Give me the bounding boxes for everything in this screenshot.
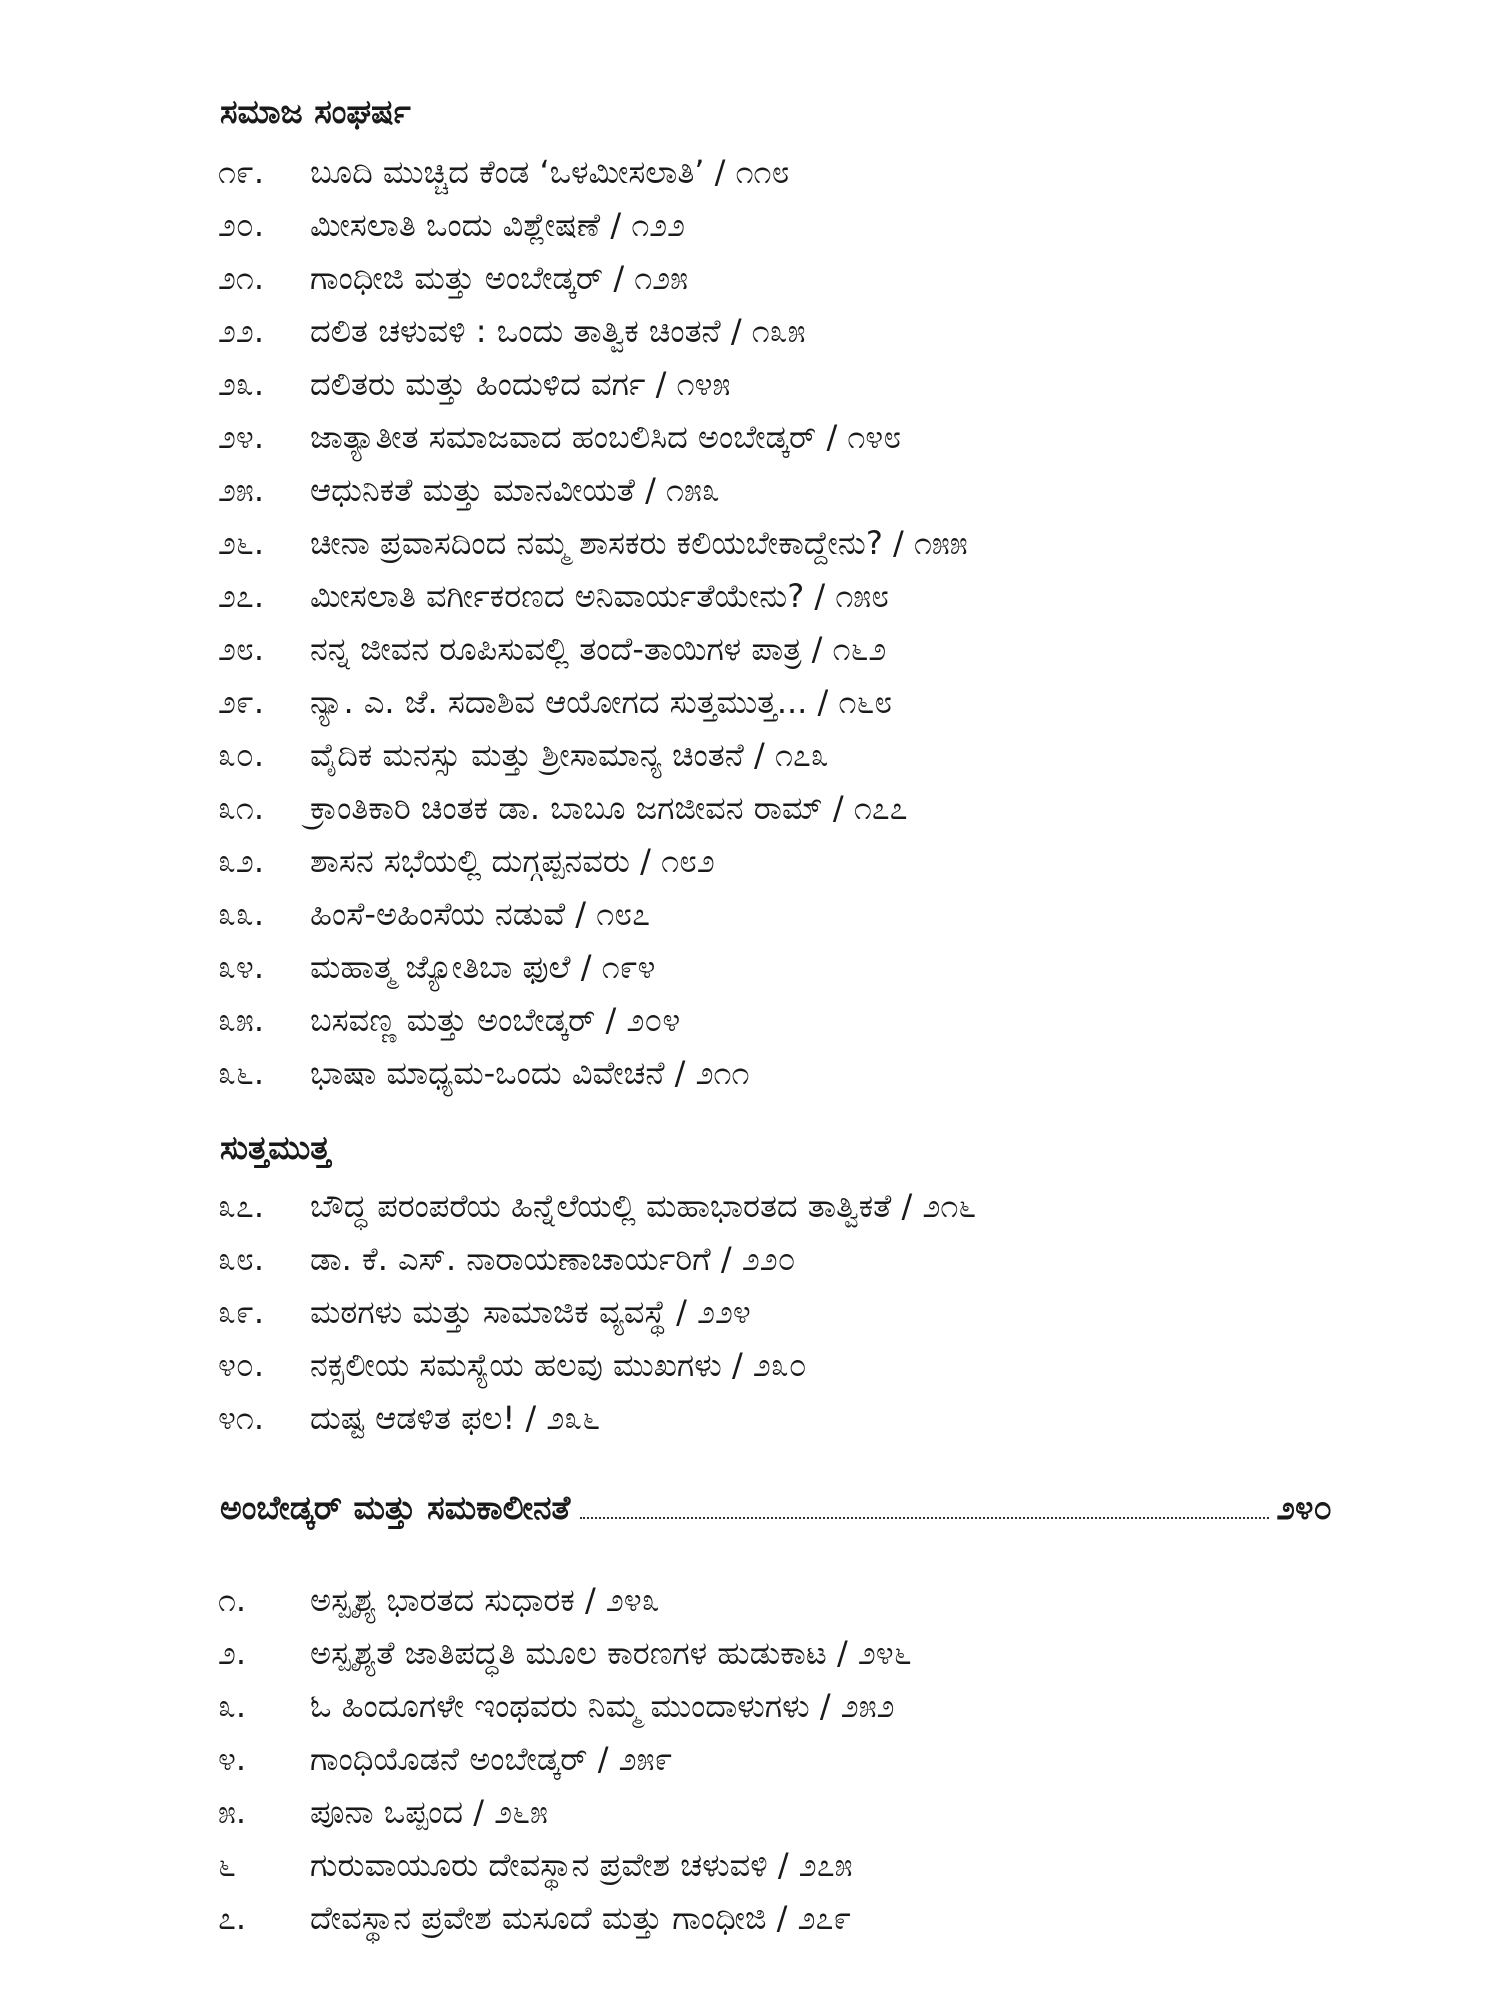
toc-entry	[218, 1292, 751, 1332]
entry-number: ೩.	[218, 1687, 247, 1725]
entry-number: ೬	[218, 1846, 236, 1884]
entry-separator: /	[515, 1399, 547, 1437]
entry-separator: /	[826, 1634, 858, 1672]
entry-title: ಕ್ರಾಂತಿಕಾರಿ ಚಿಂತಕ ಡಾ. ಬಾಬೂ ಜಗಜೀವನ ರಾಮ್	[310, 789, 823, 827]
toc-entry	[218, 205, 685, 245]
entry-separator: /	[574, 1581, 606, 1619]
entry-title: ಮಠಗಳು ಮತ್ತು ಸಾಮಾಜಿಕ ವ್ಯವಸ್ಥೆ	[310, 1293, 666, 1331]
toc-entry	[218, 470, 720, 510]
toc-entry	[218, 1633, 912, 1673]
entry-title: ಮೀಸಲಾತಿ ಒಂದು ವಿಶ್ಲೇಷಣೆ	[310, 206, 601, 244]
entry-page-number: ೨೧೬	[922, 1187, 977, 1225]
entry-separator: /	[645, 365, 677, 403]
entry-title: ಬೌದ್ಧ ಪರಂಪರೆಯ ಹಿನ್ನೆಲೆಯಲ್ಲಿ ಮಹಾಭಾರತದ ತಾತ್ವಿಕತೆ	[310, 1187, 892, 1225]
entry-separator: /	[801, 630, 833, 668]
entry-separator: /	[664, 1054, 696, 1092]
entry-title: ಓ ಹಿಂದೂಗಳೇ ಇಂಥವರು ನಿಮ್ಮ ಮುಂದಾಳುಗಳು	[310, 1687, 810, 1725]
entry-title: ಬೂದಿ ಮುಚ್ಚಿದ ಕೆಂಡ ‘ಒಳಮೀಸಲಾತಿ’	[310, 153, 705, 191]
entry-number: ೨೨.	[218, 312, 265, 350]
entry-separator: /	[600, 206, 632, 244]
entry-title: ದುಷ್ಟ ಆಡಳಿತ ಫಲ!	[310, 1399, 516, 1437]
entry-separator: /	[704, 153, 736, 191]
entry-separator: /	[720, 312, 752, 350]
section-heading-samaja-sangharsha: ಸಮಾಜ ಸಂಘರ್ಷ	[220, 92, 411, 131]
entry-separator: /	[882, 524, 914, 562]
toc-entry	[218, 1739, 672, 1779]
entry-separator: /	[603, 259, 635, 297]
entry-title: ಬಸವಣ್ಣ ಮತ್ತು ಅಂಬೇಡ್ಕರ್	[310, 1001, 596, 1039]
entry-separator: /	[767, 1846, 799, 1884]
entry-title: ನ್ಯಾ. ಎ. ಜೆ. ಸದಾಶಿವ ಆಯೋಗದ ಸುತ್ತಮುತ್ತ...	[310, 683, 808, 721]
toc-entry	[218, 894, 650, 934]
entry-page-number: ೨೫೯	[618, 1740, 673, 1778]
entry-number: ೨.	[218, 1634, 247, 1672]
entry-page-number: ೧೭೭	[853, 789, 908, 827]
entry-number: ೨೧.	[218, 259, 265, 297]
entry-separator: /	[463, 1793, 495, 1831]
entry-separator: /	[809, 1687, 841, 1725]
entry-number: ೩೯.	[218, 1293, 265, 1331]
entry-page-number: ೧೪೫	[676, 365, 731, 403]
entry-number: ೪೦.	[218, 1346, 265, 1384]
toc-entry	[218, 523, 968, 563]
entry-number: ೩೧.	[218, 789, 265, 827]
toc-entry	[218, 788, 908, 828]
entry-separator: /	[822, 789, 854, 827]
entry-number: ೩೫.	[218, 1001, 265, 1039]
toc-entry	[218, 258, 688, 298]
entry-page-number: ೨೩೦	[752, 1346, 807, 1384]
entry-number: ೩೮.	[218, 1240, 265, 1278]
toc-entry	[218, 1186, 976, 1226]
toc-entry	[218, 1345, 807, 1385]
toc-entry	[218, 1792, 548, 1832]
entry-number: ೨೮.	[218, 630, 265, 668]
entry-page-number: ೧೮೭	[596, 895, 650, 933]
entry-page-number: ೧೨೨	[631, 206, 686, 244]
entry-page-number: ೨೨೪	[697, 1293, 751, 1331]
toc-entry	[218, 629, 886, 669]
entry-title: ಭಾಷಾ ಮಾಧ್ಯಮ-ಒಂದು ವಿವೇಚನೆ	[310, 1054, 665, 1092]
part-page-number: ೨೪೦	[1276, 1488, 1332, 1527]
entry-number: ೨೬.	[218, 524, 265, 562]
entry-number: ೩೦.	[218, 736, 265, 774]
toc-entry	[218, 417, 901, 457]
entry-separator: /	[629, 842, 662, 880]
entry-title: ನಕ್ಸಲೀಯ ಸಮಸ್ಯೆಯ ಹಲವು ಮುಖಗಳು	[310, 1346, 722, 1384]
entry-title: ಚೀನಾ ಪ್ರವಾಸದಿಂದ ನಮ್ಮ ಶಾಸಕರು ಕಲಿಯಬೇಕಾದ್ದೇನು?	[310, 524, 883, 562]
entry-number: ೫.	[218, 1793, 247, 1831]
toc-entry	[218, 1239, 796, 1279]
entry-separator: /	[721, 1346, 753, 1384]
section-heading-suttamutta: ಸುತ್ತಮುತ್ತ	[220, 1128, 331, 1167]
entry-number: ೩೭.	[218, 1187, 265, 1225]
part-heading	[220, 1488, 1332, 1534]
entry-title: ದಲಿತರು ಮತ್ತು ಹಿಂದುಳಿದ ವರ್ಗ	[310, 365, 646, 403]
entry-number: ೪.	[218, 1740, 247, 1778]
toc-entry	[218, 1898, 851, 1938]
entry-title: ಮಹಾತ್ಮ ಜ್ಯೋತಿಬಾ ಫುಲೆ	[310, 948, 571, 986]
entry-number: ೨೪.	[218, 418, 265, 456]
toc-entry	[218, 1398, 600, 1438]
toc-entry	[218, 1686, 895, 1726]
entry-page-number: ೧೮೨	[661, 842, 715, 880]
entry-number: ೨೭.	[218, 577, 265, 615]
entry-page-number: ೨೭೯	[797, 1899, 852, 1937]
entry-page-number: ೧೫೫	[913, 524, 968, 562]
entry-separator: /	[570, 948, 602, 986]
entry-number: ೪೧.	[218, 1399, 265, 1437]
entry-number: ೨೯.	[218, 683, 265, 721]
entry-page-number: ೨೩೬	[546, 1399, 601, 1437]
entry-page-number: ೧೭೩	[774, 736, 829, 774]
entry-separator: /	[565, 895, 597, 933]
entry-title: ಜಾತ್ಯಾತೀತ ಸಮಾಜವಾದ ಹಂಬಲಿಸಿದ ಅಂಬೇಡ್ಕರ್	[310, 418, 817, 456]
entry-title: ದೇವಸ್ಥಾನ ಪ್ರವೇಶ ಮಸೂದೆ ಮತ್ತು ಗಾಂಧೀಜಿ	[310, 1899, 767, 1937]
entry-title: ಆಧುನಿಕತೆ ಮತ್ತು ಮಾನವೀಯತೆ	[310, 471, 635, 509]
entry-title: ಗಾಂಧೀಜಿ ಮತ್ತು ಅಂಬೇಡ್ಕರ್	[310, 259, 604, 297]
entry-number: ೩೬.	[218, 1054, 265, 1092]
entry-page-number: ೨೨೦	[741, 1240, 796, 1278]
toc-entry	[218, 841, 715, 881]
toc-entry	[218, 311, 806, 351]
entry-page-number: ೨೭೫	[798, 1846, 853, 1884]
entry-page-number: ೧೬೨	[832, 630, 887, 668]
entry-page-number: ೧೯೪	[601, 948, 656, 986]
entry-page-number: ೨೫೨	[840, 1687, 895, 1725]
entry-title: ಅಸ್ಪೃಶ್ಯ ಭಾರತದ ಸುಧಾರಕ	[310, 1581, 575, 1619]
entry-page-number: ೧೫೮	[835, 577, 890, 615]
entry-title: ಶಾಸನ ಸಭೆಯಲ್ಲಿ ದುಗ್ಗಪ್ಪನವರು	[310, 842, 630, 880]
toc-entry	[218, 1000, 680, 1040]
entry-page-number: ೨೪೬	[857, 1634, 912, 1672]
entry-page-number: ೧೨೫	[634, 259, 689, 297]
entry-title: ಗಾಂಧಿಯೊಡನೆ ಅಂಬೇಡ್ಕರ್	[310, 1740, 588, 1778]
entry-title: ಡಾ. ಕೆ. ಎಸ್. ನಾರಾಯಣಾಚಾರ್ಯರಿಗೆ	[310, 1240, 711, 1278]
entry-number: ೭.	[218, 1899, 247, 1937]
entry-title: ವೈದಿಕ ಮನಸ್ಸು ಮತ್ತು ಶ್ರೀಸಾಮಾನ್ಯ ಚಿಂತನೆ	[310, 736, 744, 774]
toc-entry	[218, 364, 730, 404]
entry-separator: /	[743, 736, 775, 774]
entry-separator: /	[595, 1001, 627, 1039]
entry-number: ೩೩.	[218, 895, 265, 933]
entry-page-number: ೧೬೮	[838, 683, 893, 721]
entry-separator: /	[634, 471, 667, 509]
entry-page-number: ೨೦೪	[626, 1001, 681, 1039]
toc-entry	[218, 1580, 660, 1620]
part-title: ಅಂಬೇಡ್ಕರ್ ಮತ್ತು ಸಮಕಾಲೀನತೆ	[220, 1488, 571, 1527]
entry-title: ಹಿಂಸೆ-ಅಹಿಂಸೆಯ ನಡುವೆ	[310, 895, 566, 933]
entry-number: ೨೦.	[218, 206, 265, 244]
entry-number: ೧೯.	[218, 153, 265, 191]
entry-separator: /	[665, 1293, 698, 1331]
entry-title: ಪೂನಾ ಒಪ್ಪಂದ	[310, 1793, 464, 1831]
entry-page-number: ೨೬೫	[494, 1793, 548, 1831]
entry-title: ಅಸ್ಪೃಶ್ಯತೆ ಜಾತಿಪದ್ಧತಿ ಮೂಲ ಕಾರಣಗಳ ಹುಡುಕಾಟ	[310, 1634, 827, 1672]
toc-entry	[218, 947, 655, 987]
entry-separator: /	[710, 1240, 742, 1278]
entry-separator: /	[766, 1899, 798, 1937]
entry-title: ದಲಿತ ಚಳುವಳಿ : ಒಂದು ತಾತ್ವಿಕ ಚಿಂತನೆ	[310, 312, 721, 350]
entry-page-number: ೨೧೧	[695, 1054, 750, 1092]
entry-page-number: ೧೩೫	[751, 312, 806, 350]
entry-separator: /	[807, 683, 839, 721]
entry-separator: /	[587, 1740, 619, 1778]
entry-page-number: ೧೫೩	[666, 471, 720, 509]
entry-separator: /	[816, 418, 848, 456]
entry-title: ನನ್ನ ಜೀವನ ರೂಪಿಸುವಲ್ಲಿ ತಂದೆ-ತಾಯಿಗಳ ಪಾತ್ರ	[310, 630, 802, 668]
toc-entry	[218, 682, 892, 722]
entry-number: ೩೨.	[218, 842, 265, 880]
toc-entry	[218, 576, 889, 616]
entry-number: ೨೫.	[218, 471, 265, 509]
toc-entry	[218, 735, 829, 775]
entry-page-number: ೨೪೩	[605, 1581, 660, 1619]
entry-separator: /	[891, 1187, 923, 1225]
entry-title: ಮೀಸಲಾತಿ ವರ್ಗೀಕರಣದ ಅನಿವಾರ್ಯತೆಯೇನು?	[310, 577, 805, 615]
entry-title: ಗುರುವಾಯೂರು ದೇವಸ್ಥಾನ ಪ್ರವೇಶ ಚಳುವಳಿ	[310, 1846, 768, 1884]
entry-separator: /	[804, 577, 836, 615]
entry-page-number: ೧೧೮	[735, 153, 790, 191]
toc-entry	[218, 1053, 749, 1093]
entry-page-number: ೧೪೮	[847, 418, 902, 456]
entry-number: ೧.	[218, 1581, 247, 1619]
entry-number: ೨೩.	[218, 365, 265, 403]
toc-entry	[218, 152, 789, 192]
entry-number: ೩೪.	[218, 948, 265, 986]
toc-entry	[218, 1845, 853, 1885]
dot-leader	[580, 1491, 1268, 1519]
